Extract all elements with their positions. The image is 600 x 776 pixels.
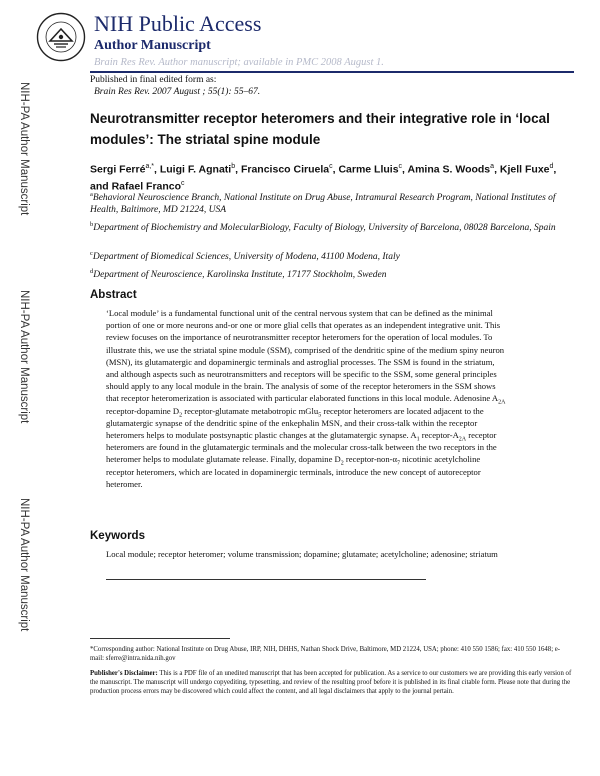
abstract-part: ‘Local module’ is a fundamental functional unit of the central nervous system that can be defined as the minimal portion of one or more neurons and-or one or more glial cells that operates as an independent integrative unit. This review focuses on the importance of neurotransmitter receptor heteromers for the operation of local modules. To illustrate this, we use the striatal spine module (SSM), comprised of the dendritic spine of the medium spiny neuron (MSN), its glutamatergic and dopaminergic terminals and astroglial processes. The SSM is found in the striatum, and although aspects such as neurotransmitters and receptors will be specific to the SSM, some general principles should apply to any local module in the brain. The analysis of some of the receptor heteromers in the SSM shows that receptor heteromerization is associated with particular elaborated functions in this local module. Adenosine A [106,308,505,404]
author-sup: d [549,163,554,170]
abstract-part: receptor heteromers are located adjacent to the glutamatergic synapse of the dendritic spine of the enkephalin MSN, and their cross-talk within the receptor heteromers helps to modulate postsynaptic plastic changes at the glutamatergic synapse. A [106,405,484,441]
abstract-sub: 7 [397,461,400,468]
author: Luigi F. Agnati [159,163,232,176]
abstract-heading: Abstract [90,289,137,301]
header-rule [90,71,574,73]
abstract-sub: 2 [340,461,344,468]
affiliation-text: Department of Biomedical Sciences, University of Modena, 41100 Modena, Italy [92,252,400,263]
author-sup: c [329,163,333,170]
author: Carme Lluis [338,163,399,176]
nih-seal-icon [36,12,86,62]
keywords-heading: Keywords [90,530,145,542]
side-label-1: NIH-PA Author Manuscript [18,82,30,216]
abstract-part: receptor-non-α [343,454,397,465]
affiliation [90,248,560,263]
corresponding-author-footnote: *Corresponding author: National Institute on Drug Abuse, IRP, NIH, DHHS, Nathan Shock Drive, Baltimore, MD 21224, USA; phone: 410 550 1586; fax: 410 550 1648; e-mail: sferre@intra.nida.nih.gov [90,646,561,662]
pub-line-2: Brain Res Rev. 2007 August ; 55(1): 55–67. [94,87,261,97]
abstract-part: nicotinic acetylcholine receptor heteromers, which are located in dopaminergic terminals, introduce the new concept of autoreceptor heteromer. [106,454,481,489]
affiliation [90,266,560,281]
author-sup: b [231,163,236,170]
author-sup: c [398,163,403,170]
abstract-part: receptor-dopamine D [106,405,180,416]
side-label-2: NIH-PA Author Manuscript [18,290,30,424]
abstract-sub: 2A [498,400,506,407]
abstract-text [106,307,508,490]
author: Amina S. Woods [407,163,491,176]
side-label-3: NIH-PA Author Manuscript [18,498,30,632]
affiliation-text: Behavioral Neuroscience Branch, National Institute on Drug Abuse, Intramural Research Program, National Institutes of Health, Baltimore, MD 21224, USA [90,193,556,216]
author: Francisco Ciruela [240,163,330,176]
keywords-text: Local module; receptor heteromer; volume transmission; dopamine; glutamate; acetylcholine; adenosine; striatum [106,549,498,559]
header-citation: Brain Res Rev. Author manuscript; available in PMC 2008 August 1. [94,57,384,68]
abstract-part: receptor-A [419,430,459,441]
publisher-disclaimer [90,669,572,697]
author: Rafael Franco [111,180,182,192]
affiliation-text: Department of Biochemistry and MolecularBiology, Faculty of Biology, University of Barcelona, 08028 Barcelona, Spain [93,223,556,234]
header-subtitle: Author Manuscript [94,38,211,53]
abstract-part: receptor heteromers are found in the glutamatergic terminals and the molecular cross-talk between the two receptors in the heteromer helps to modulate glutamate release. Finally, dopamine D [106,430,497,465]
affiliation-sup: d [90,268,94,275]
author-sup: c [181,179,185,187]
abstract-part: receptor-glutamate metabotropic mGlu [182,405,319,416]
affiliation [90,219,560,234]
author-sup: a,* [145,163,155,170]
publication-info [90,74,260,98]
keywords-rule [106,579,426,580]
affiliation [90,189,560,216]
abstract-sub: 2A [458,436,467,443]
affiliation-sup: b [90,221,94,228]
header-title: NIH Public Access [94,11,262,36]
affiliation-sup: c [90,250,93,257]
disclaimer-text: This is a PDF file of an unedited manuscript that has been accepted for publication. As a service to our customers we are providing this early version of the manuscript. The manuscript will undergo copyediting, typesetting, and review of the resulting proof before it is published in its final citable form. Please note that during the production process errors may be discovered which could affect the content, and all legal disclaimers that apply to the journal pertain. [90,670,572,696]
footnote-rule [90,638,230,639]
abstract-sub: 2 [179,412,183,419]
author: Sergi Ferré [90,163,146,176]
affiliation-sup: a [90,191,93,198]
disclaimer-label: Publisher's Disclaimer: [90,670,158,677]
author-sup: a [490,163,495,170]
author: Kjell Fuxe [499,163,550,176]
affiliation-text: Department of Neuroscience, Karolinska Institute, 17177 Stockholm, Sweden [93,270,387,281]
pub-line-1: Published in final edited form as: [90,75,217,85]
author-list: Sergi Ferré$^{a,*}$, Luigi F. Agnati$^b$, Francisco Ciruela$^c$, Carme Lluis$^c$, Amina S. Woods$^a$, Kjell Fuxe$^d$, and Rafael Franco$^c$ [90,163,557,192]
abstract-sub: 1 [416,436,420,443]
abstract-sub: 5 [318,412,322,419]
paper-title: Neurotransmitter receptor heteromers and their integrative role in ‘local modules’: The striatal spine module [90,111,550,147]
